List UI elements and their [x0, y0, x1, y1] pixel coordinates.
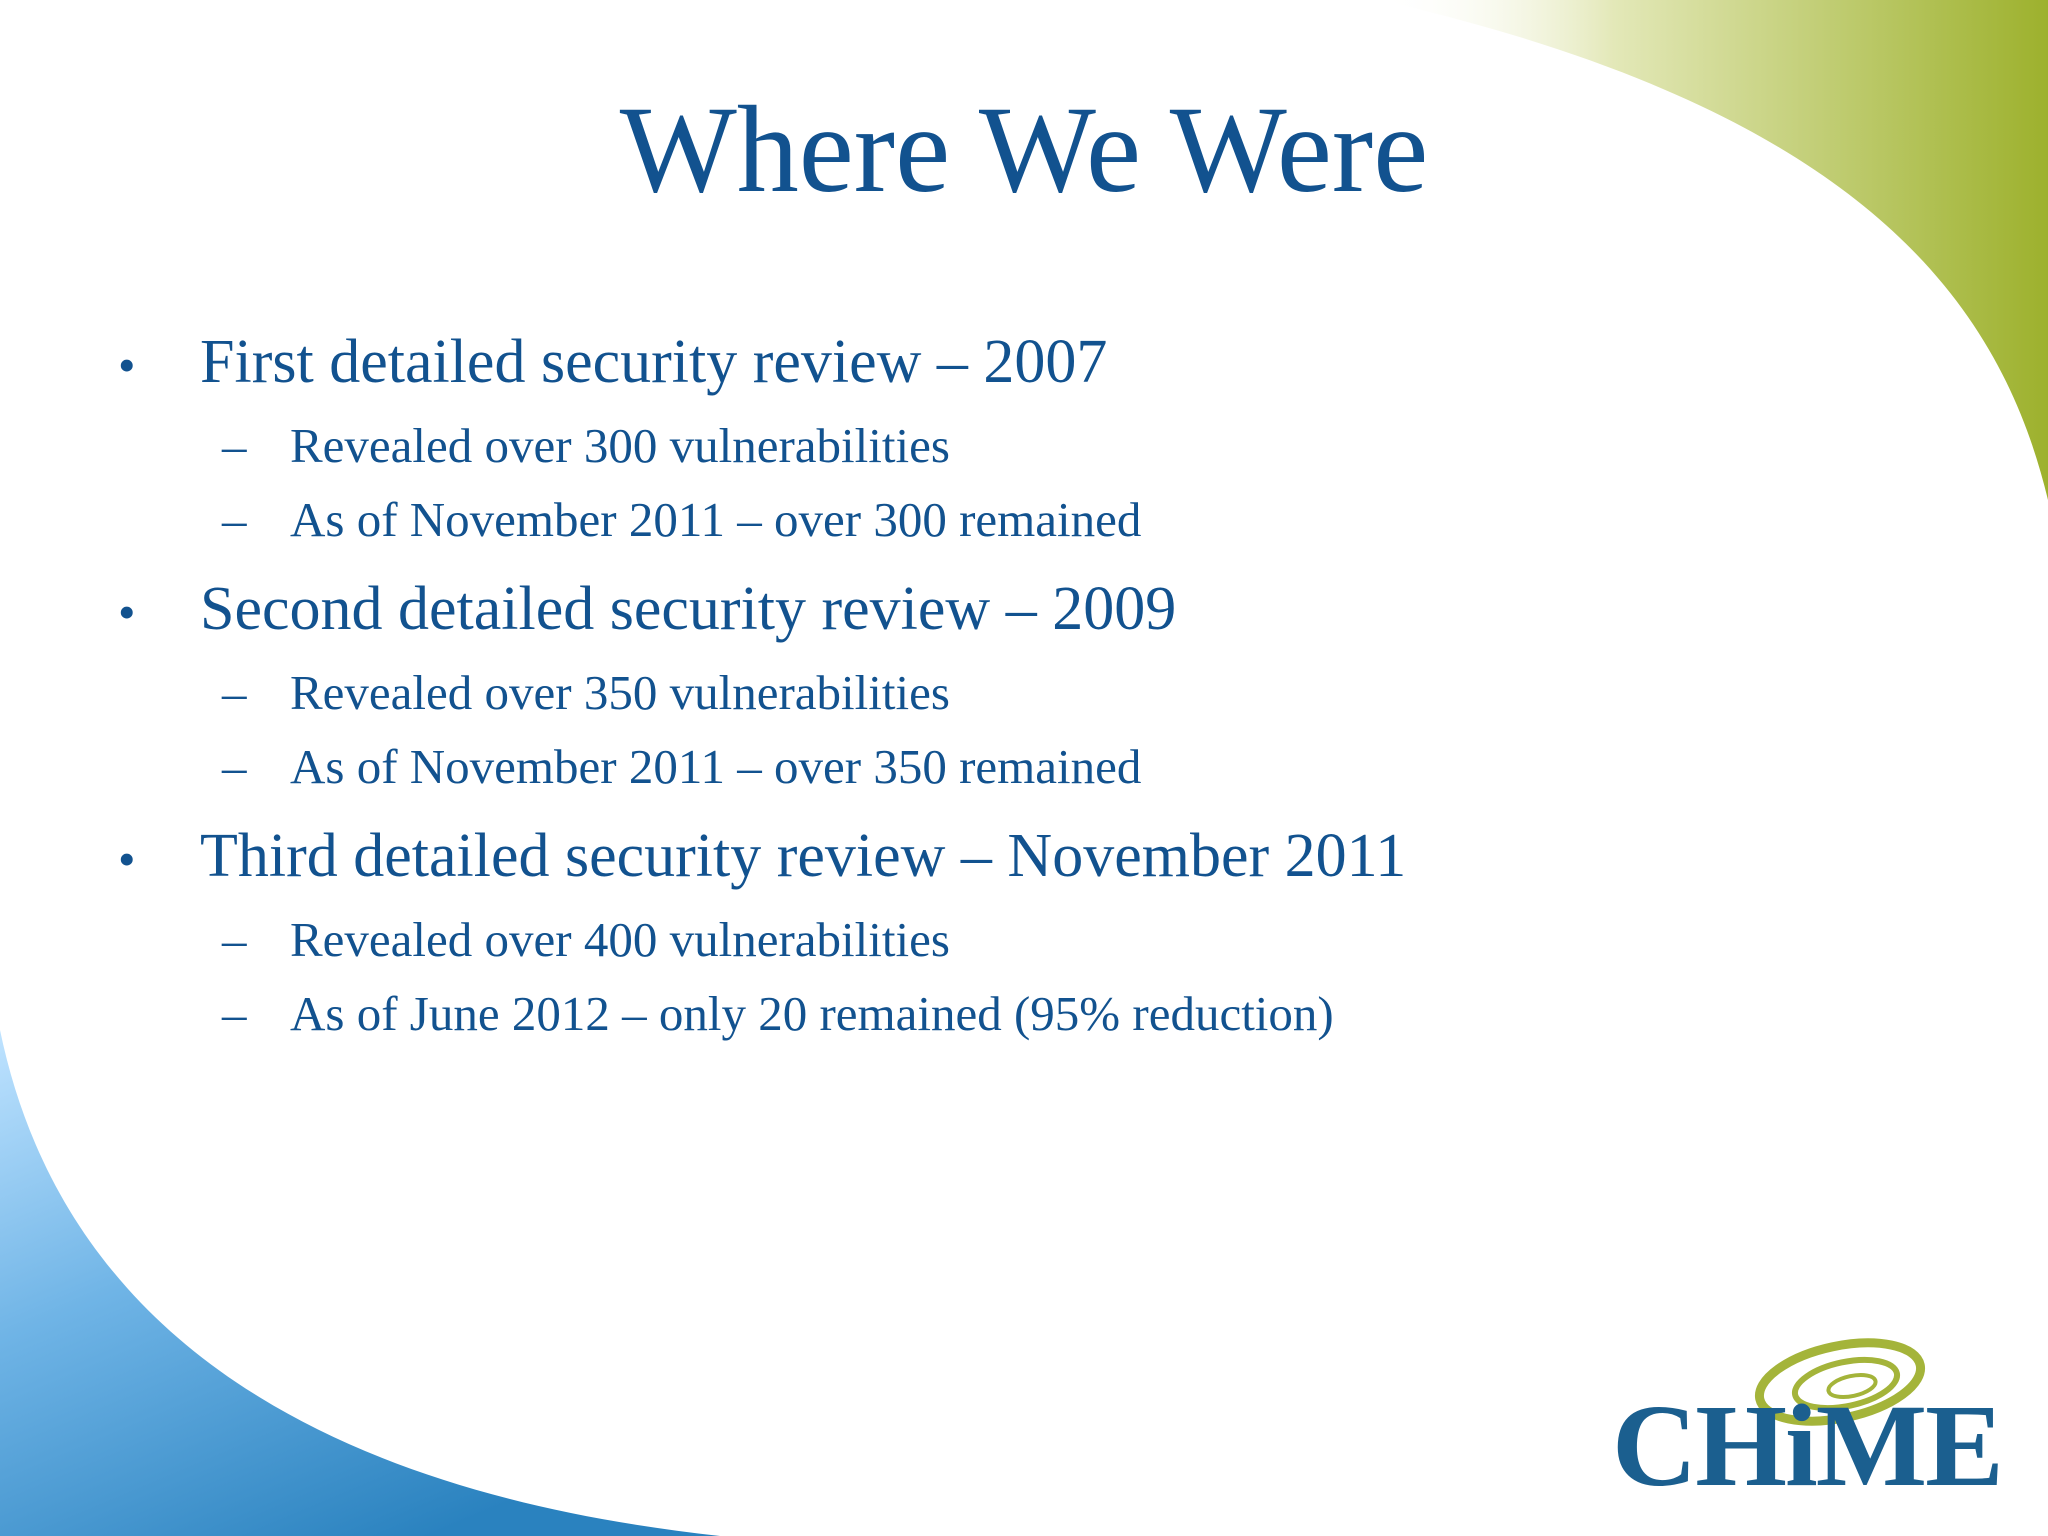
sub-bullet-item — [118, 730, 1618, 804]
bullet-dot-icon: • — [118, 831, 136, 887]
sub-bullet-list — [118, 903, 1618, 1051]
sub-bullet-item — [118, 656, 1618, 730]
bullet-text: First detailed security review – 2007 — [200, 328, 1108, 396]
logo-wordmark: CHiME — [1612, 1380, 2002, 1511]
sub-bullet-text: Revealed over 350 vulnerabilities — [290, 665, 950, 720]
sub-bullet-item — [118, 409, 1618, 483]
sub-bullet-text: As of November 2011 – over 350 remained — [290, 739, 1142, 794]
sub-bullet-item — [118, 977, 1618, 1051]
sub-bullet-item — [118, 903, 1618, 977]
sub-bullet-text: Revealed over 300 vulnerabilities — [290, 418, 950, 473]
dash-icon: – — [222, 739, 247, 794]
dash-icon: – — [222, 912, 247, 967]
bullet-text: Second detailed security review – 2009 — [200, 575, 1177, 643]
bullet-item — [118, 812, 1618, 1051]
dash-icon: – — [222, 418, 247, 473]
dash-icon: – — [222, 665, 247, 720]
dash-icon: – — [222, 492, 247, 547]
sub-bullet-text: As of June 2012 – only 20 remained (95% reduction) — [290, 986, 1334, 1041]
blue-corner-swoosh — [0, 1030, 720, 1536]
bullet-item — [118, 565, 1618, 804]
sub-bullet-list — [118, 656, 1618, 804]
bullet-dot-icon: • — [118, 337, 136, 393]
sub-bullet-list — [118, 409, 1618, 557]
sub-bullet-item — [118, 483, 1618, 557]
bullet-list — [118, 318, 1618, 1059]
chime-logo — [1612, 1336, 2032, 1516]
bullet-text: Third detailed security review – November 2011 — [200, 822, 1407, 890]
bullet-item — [118, 318, 1618, 557]
sub-bullet-text: Revealed over 400 vulnerabilities — [290, 912, 950, 967]
sub-bullet-text: As of November 2011 – over 300 remained — [290, 492, 1142, 547]
slide-title: Where We Were — [619, 81, 1429, 218]
dash-icon: – — [222, 986, 247, 1041]
bullet-dot-icon: • — [118, 584, 136, 640]
